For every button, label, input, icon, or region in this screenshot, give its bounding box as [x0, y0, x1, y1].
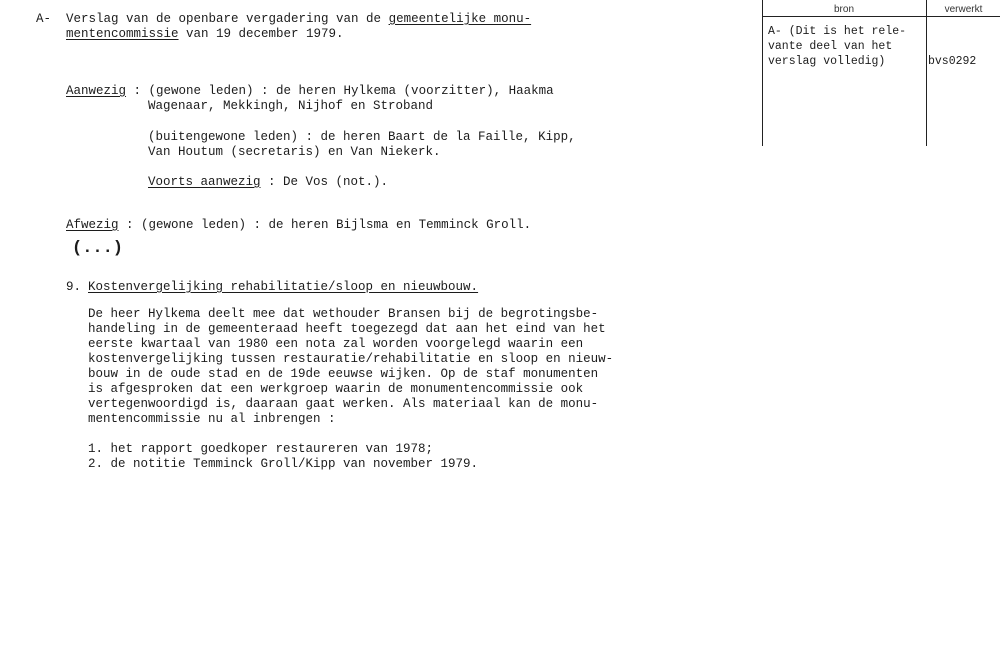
also-present-line [148, 175, 388, 190]
item-title: Kostenvergelijking rehabilitatie/sloop en nieuwbouw. [88, 280, 479, 294]
ellipsis: (...) [72, 239, 124, 258]
present-label: Aanwezig [66, 84, 127, 98]
absent-line [66, 218, 531, 233]
absent-label: Afwezig [66, 218, 119, 232]
title-prefix: Verslag van de openbare vergadering van de [66, 12, 389, 26]
title-underlined-1: gemeentelijke monu- [388, 12, 532, 26]
header-marker: A- [36, 12, 52, 26]
extraordinary-line-2: Van Houtum (secretaris) en Van Niekerk. [148, 145, 441, 159]
verwerkt-value: bvs0292 [928, 55, 977, 68]
also-present-label: Voorts aanwezig [148, 175, 261, 189]
list-item: 2. de notitie Temminck Groll/Kipp van november 1979. [88, 457, 479, 471]
bron-line: verslag volledig) [768, 55, 886, 68]
paragraph-line: eerste kwartaal van 1980 een nota zal worden voorgelegd waarin een [88, 337, 584, 351]
bron-line: A- (Dit is het rele- [768, 25, 907, 38]
paragraph-line: De heer Hylkema deelt mee dat wethouder Bransen bij de begrotingsbe- [88, 307, 599, 321]
column-header-bron: bron [833, 4, 854, 15]
paragraph-line: bouw in de oude stad en de 19de eeuwse wijken. Op de staf monumenten [88, 367, 599, 381]
present-line-1 [66, 84, 554, 99]
also-present-rest: : De Vos (not.). [260, 175, 389, 189]
paragraph-line: is afgesproken dat een werkgroep waarin de monumentencommissie ook [88, 382, 584, 396]
source-table [762, 0, 1000, 146]
paragraph-line: handeling in de gemeenteraad heeft toegezegd dat aan het eind van het [88, 322, 606, 336]
table-border-left [762, 0, 763, 146]
paragraph-line: kostenvergelijking tussen restauratie/rehabilitatie en sloop en nieuw- [88, 352, 614, 366]
document-title-line-2 [66, 27, 344, 42]
present-line-2: Wagenaar, Mekkingh, Nijhof en Stroband [148, 99, 434, 113]
present-rest: : (gewone leden) : de heren Hylkema (voorzitter), Haakma [126, 84, 554, 98]
extraordinary-line-1: (buitengewone leden) : de heren Baart de la Faille, Kipp, [148, 130, 576, 144]
title-suffix: van 19 december 1979. [178, 27, 344, 41]
item-number: 9. [66, 280, 82, 294]
bron-line: vante deel van het [768, 40, 893, 53]
column-header-verwerkt: verwerkt [944, 4, 983, 15]
title-underlined-2: mentencommissie [66, 27, 179, 41]
document-title-line-1 [66, 12, 531, 27]
paragraph-line: mentencommissie nu al inbrengen : [88, 412, 336, 426]
table-column-divider [926, 0, 927, 146]
absent-rest: : (gewone leden) : de heren Bijlsma en Temminck Groll. [118, 218, 532, 232]
list-item: 1. het rapport goedkoper restaureren van 1978; [88, 442, 434, 456]
paragraph-line: vertegenwoordigd is, daaraan gaat werken. Als materiaal kan de monu- [88, 397, 599, 411]
